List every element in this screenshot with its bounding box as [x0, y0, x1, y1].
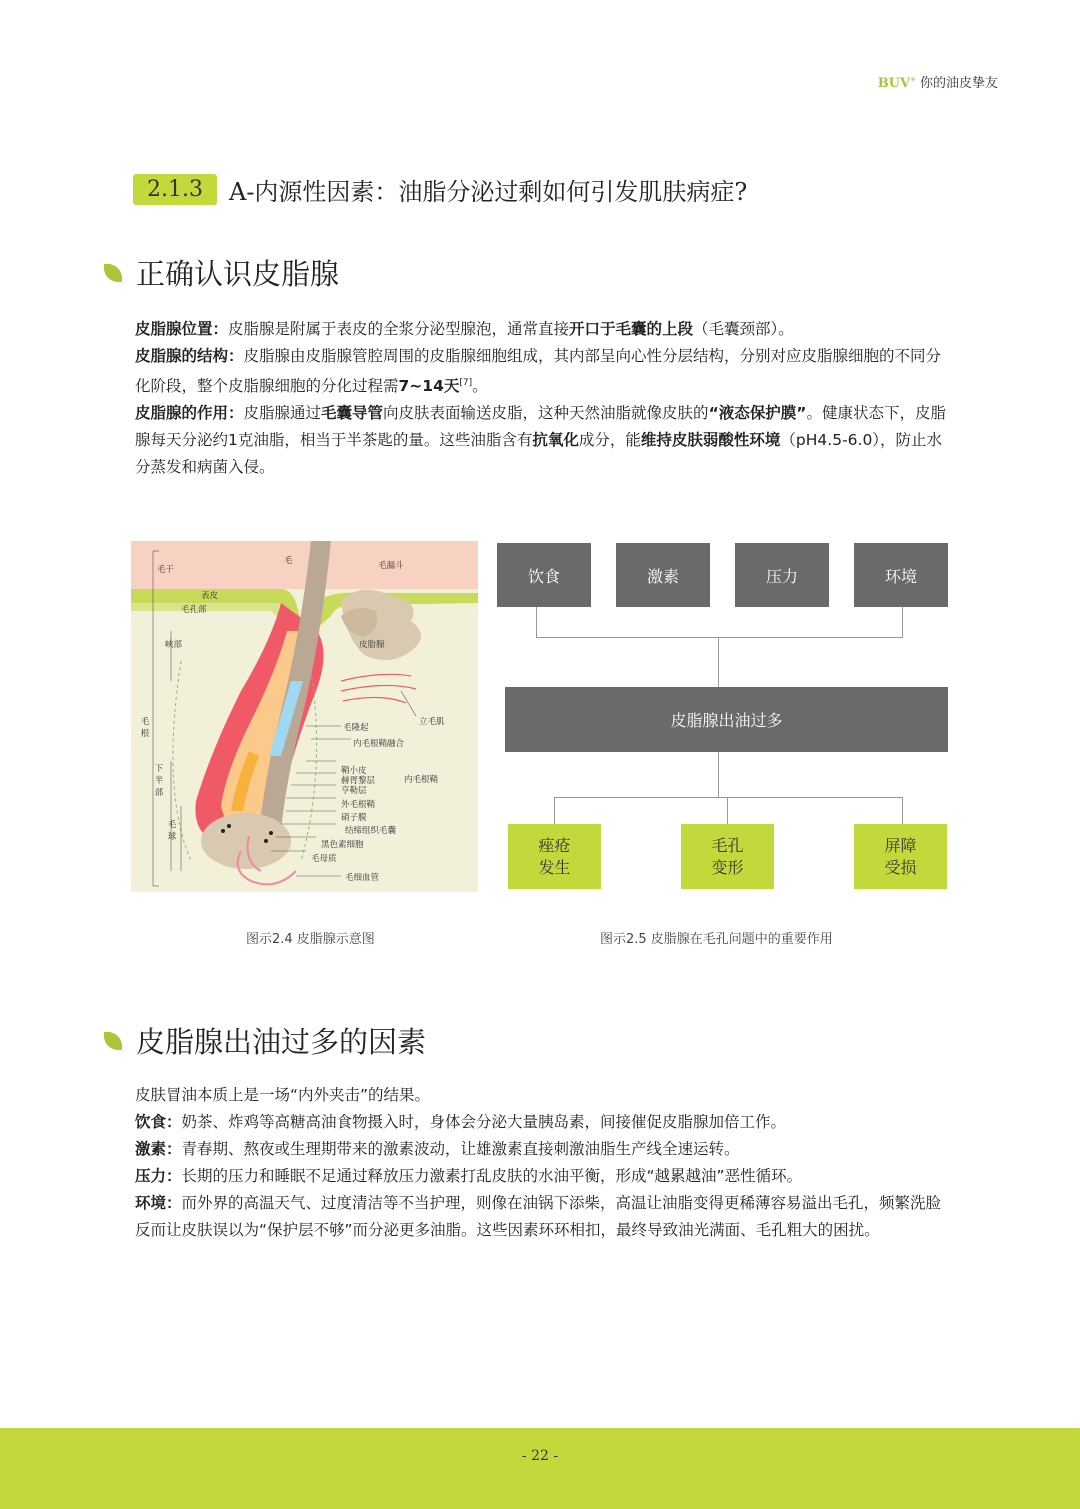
heading-text: 正确认识皮脂腺 [136, 257, 340, 291]
sebaceous-diagram [131, 541, 478, 892]
label-ors: 外毛根鞘 [341, 800, 376, 810]
para-stress: 压力：长期的压力和睡眠不足通过释放压力激素打乱皮肤的水油平衡，形成“越累越油”恶性循环。 [135, 1167, 803, 1185]
heading-sebaceous [104, 252, 339, 293]
caption-fig-2-4: 图示2.4 皮脂腺示意图 [246, 932, 375, 947]
brand-header [878, 72, 998, 91]
section-heading [133, 172, 747, 207]
section-number: 2.1.3 [133, 174, 217, 205]
label-funnel: 毛漏斗 [378, 561, 404, 571]
box-hormone: 激素 [616, 543, 710, 607]
label-melanocyte: 黑色素细胞 [321, 840, 364, 850]
connector-line [902, 797, 903, 824]
label-bulb: 毛球 [167, 820, 177, 842]
label-capillary: 毛细血管 [345, 873, 380, 883]
connector-line [554, 797, 555, 824]
connector-line [536, 607, 537, 637]
heading-text: 皮脂腺出油过多的因素 [136, 1025, 427, 1059]
label-cuticle: 鞘小皮 [341, 766, 367, 776]
label-glassy: 硝子膜 [341, 813, 367, 823]
box-acne: 痤疮 发生 [508, 824, 601, 889]
box-barrier-damage: 屏障 受损 [854, 824, 947, 889]
connector-line [727, 797, 728, 824]
label-arrector: 立毛肌 [419, 717, 445, 727]
paragraph-factors [135, 1082, 947, 1244]
para-environment: 环境：而外界的高温天气、过度清洁等不当护理，则像在油锅下添柴，高温让油脂变得更稀薄容易溢出毛孔，频繁洗脸反而让皮肤误以为“保护层不够”而分泌更多油脂。这些因素环环相扣，最终导致油光满面、毛孔粗大的困扰。 [135, 1194, 942, 1239]
para-hormone: 激素：青春期、熬夜或生理期带来的激素波动，让雄激素直接刺激油脂生产线全速运转。 [135, 1140, 740, 1158]
label-hair-shaft: 毛干 [157, 565, 175, 575]
label-epidermis: 表皮 [201, 591, 219, 601]
brand-logo: BUV+ [877, 74, 916, 91]
label-connective: 结缔组织毛囊 [345, 826, 397, 836]
box-environment: 环境 [854, 543, 948, 607]
label-irs: 内毛根鞘 [404, 775, 439, 785]
box-excess-oil: 皮脂腺出油过多 [505, 687, 948, 752]
label-hair-root: 毛根 [140, 717, 150, 739]
connector-line [536, 637, 903, 638]
box-diet: 饮食 [497, 543, 591, 607]
para-structure: 皮脂腺的结构：皮脂腺由皮脂腺管腔周围的皮脂腺细胞组成，其内部呈向心性分层结构，分别对应皮脂腺细胞的不同分化阶段，整个皮脂腺细胞的分化过程需7~14天[7]。 [135, 347, 942, 396]
label-pore: 毛孔部 [181, 605, 207, 615]
connector-line [554, 797, 903, 798]
leaf-icon [104, 264, 122, 282]
heading-oil-factors [104, 1020, 426, 1061]
connector-line [902, 607, 903, 637]
page-number: - 22 - [521, 1448, 559, 1464]
para-diet: 饮食：奶茶、炸鸡等高糖高油食物摄入时，身体会分泌大量胰岛素，间接催促皮脂腺加倍工作。 [135, 1113, 787, 1131]
para-function: 皮脂腺的作用：皮脂腺通过毛囊导管向皮肤表面输送皮脂，这种天然油脂就像皮肤的“液态保护膜”。健康状态下，皮脂腺每天分泌约1克油脂，相当于半茶匙的量。这些油脂含有抗氧化成分，能维持皮肤弱酸性环境（pH4.5-6.0），防止水分蒸发和病菌入侵。 [135, 404, 946, 477]
section-title: A-内源性因素：油脂分泌过剩如何引发肌肤病症? [228, 178, 748, 206]
footer-bar [0, 1428, 1080, 1509]
label-lower-half: 下半部 [154, 764, 164, 798]
connector-line [718, 637, 719, 687]
label-hair: 毛 [284, 556, 293, 566]
label-gland: 皮脂腺 [359, 640, 385, 650]
label-isthmus: 峡部 [165, 640, 183, 650]
caption-fig-2-5: 图示2.5 皮脂腺在毛孔问题中的重要作用 [600, 932, 833, 947]
leaf-icon [104, 1032, 122, 1050]
label-irs-fusion: 内毛根鞘融合 [353, 739, 405, 749]
label-henle: 亨勒层 [341, 786, 367, 796]
brand-tagline: 你的油皮挚友 [919, 76, 998, 91]
box-stress: 压力 [735, 543, 829, 607]
label-matrix: 毛母质 [311, 854, 337, 864]
connector-line [718, 752, 719, 797]
para-location: 皮脂腺位置：皮脂腺是附属于表皮的全浆分泌型腺泡，通常直接开口于毛囊的上段（毛囊颈部）。 [135, 320, 794, 338]
paragraph-sebaceous [135, 316, 947, 481]
label-bulge: 毛隆起 [343, 723, 369, 733]
label-huxley: 赫胥黎层 [341, 776, 376, 786]
box-pore-deform: 毛孔 变形 [681, 824, 774, 889]
para-intro: 皮肤冒油本质上是一场“内外夹击”的结果。 [135, 1086, 431, 1104]
